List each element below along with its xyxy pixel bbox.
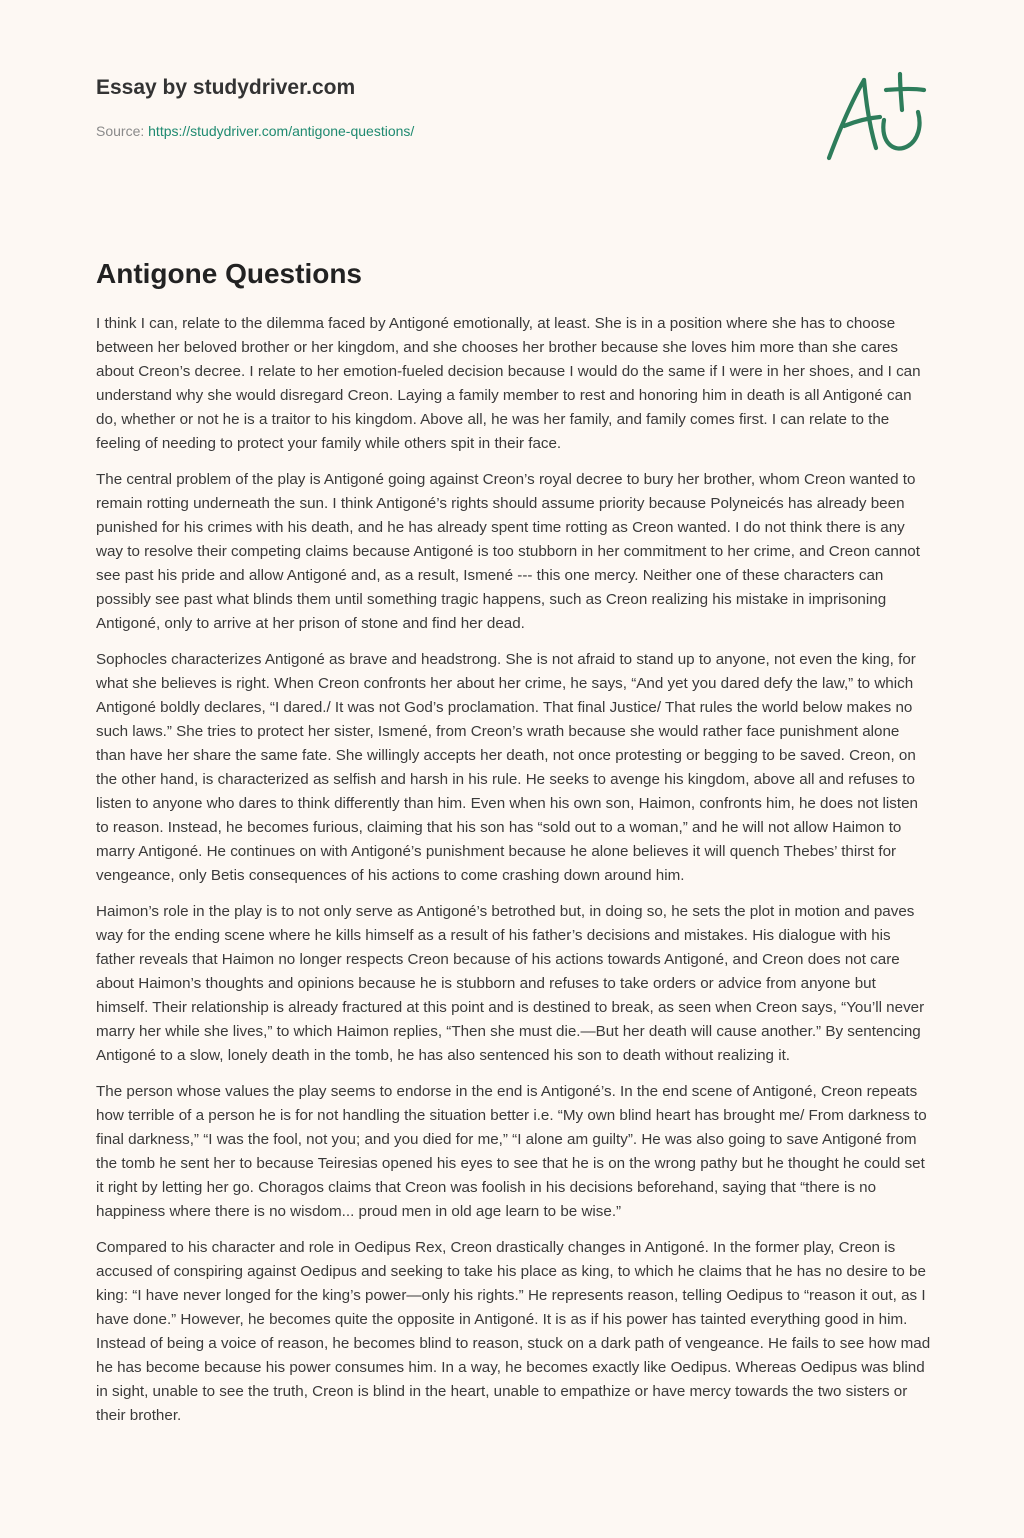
site-brand: Essay by studydriver.com — [96, 76, 356, 99]
a-plus-logo-svg — [820, 68, 930, 166]
a-plus-logo-icon — [820, 68, 930, 166]
essay-header — [96, 74, 796, 140]
source-link[interactable]: https://studydriver.com/antigone-questions/ — [148, 123, 415, 139]
source-line — [96, 122, 796, 140]
essay-paragraph: Sophocles characterizes Antigoné as brave and headstrong. She is not afraid to stand up to anyone, not even the king, for what she believes is right. When Creon confronts her about her crime, he says, “And yet you dared defy the law,” to which Antigoné boldly declares, “I dared./ It was not God’s proclamation. That final Justice/ That rules the world below makes no such laws.” She tries to protect her sister, Ismené, from Creon’s wrath because she would rather face punishment alone than have her share the same fate. She willingly accepts her death, not once protesting or begging to be saved. Creon, on the other hand, is characterized as selfish and harsh in his rule. He seeks to avenge his kingdom, above all and refuses to listen to anyone who dares to think differently than him. Even when his own son, Haimon, confronts him, he does not listen to reason. Instead, he becomes furious, claiming that his son has “sold out to a woman,” and he will not allow Haimon to marry Antigoné. He continues on with Antigoné’s punishment because he alone believes it will quench Thebes’ thirst for vengeance, only Betis consequences of his actions to come crashing down around him. — [96, 651, 918, 884]
essay-paragraph: Haimon’s role in the play is to not only serve as Antigoné’s betrothed but, in doing so, he sets the plot in motion and paves way for the ending scene where he kills himself as a result of his father’s decisions and mistakes. His dialogue with his father reveals that Haimon no longer respects Creon because of his actions towards Antigoné, and Creon does not care about Haimon’s thoughts and opinions because he is stubborn and refuses to take orders or advice from anyone but himself. Their relationship is already fractured at this point and is destined to break, as seen when Creon says, “You’ll never marry her while she lives,” to which Haimon replies, “Then she must die.—But her death will cause another.” By sentencing Antigoné to a slow, lonely death in the tomb, he has also sentenced his son to death without realizing it. — [96, 903, 925, 1064]
essay-paragraph: The central problem of the play is Antigoné going against Creon’s royal decree to bury her brother, whom Creon wanted to remain rotting underneath the sun. I think Antigoné’s rights should assume priority because Polyneicés has already been punished for his crimes with his death, and he has already spent time rotting as Creon wanted. I do not think there is any way to resolve their competing claims because Antigoné is too stubborn in her commitment to her crime, and Creon cannot see past his pride and allow Antigoné and, as a result, Ismené --- this one mercy. Neither one of these characters can possibly see past what blinds them until something tragic happens, such as Creon realizing his mistake in imprisoning Antigoné, only to arrive at her prison of stone and find her dead. — [96, 471, 920, 632]
essay-paragraph: The person whose values the play seems to endorse in the end is Antigoné’s. In the end scene of Antigoné, Creon repeats how terrible of a person he is for not handling the situation better i.e. “My own blind heart has brought me/ From darkness to final darkness,” “I was the fool, not you; and you died for me,” “I alone am guilty”. He was also going to save Antigoné from the tomb he sent her to because Teiresias opened his eyes to see that he is on the wrong pathy but he thought he could set it right by letting her go. Choragos claims that Creon was foolish in his decisions beforehand, saying that “there is no happiness where there is no wisdom... proud men in old age learn to be wise.” — [96, 1083, 927, 1220]
essay-title: Antigone Questions — [96, 258, 362, 289]
source-label: Source: — [96, 123, 145, 139]
essay-paragraph: Compared to his character and role in Oedipus Rex, Creon drastically changes in Antigoné. In the former play, Creon is accused of conspiring against Oedipus and seeking to take his place as king, to which he claims that he has no desire to be king: “I have never longed for the king’s power—only his rights.” He represents reason, telling Oedipus to “reason it out, as I have done.” However, he becomes quite the opposite in Antigoné. It is as if his power has tainted everything good in him. Instead of being a voice of reason, he becomes blind to reason, stuck on a dark path of vengeance. He fails to see how mad he has become because his power consumes him. In a way, he becomes exactly like Oedipus. Whereas Oedipus was blind in sight, unable to see the truth, Creon is blind in the heart, unable to empathize or have mercy towards the two sisters or their brother. — [96, 1239, 931, 1424]
essay-paragraph: I think I can, relate to the dilemma faced by Antigoné emotionally, at least. She is in a position where she has to choose between her beloved brother or her kingdom, and she chooses her brother because she loves him more than she cares about Creon’s decree. I relate to her emotion-fueled decision because I would do the same if I were in her shoes, and I can understand why she would disregard Creon. Laying a family member to rest and honoring him in death is all Antigoné can do, whether or not he is a traitor to his kingdom. Above all, he was her family, and family comes first. I can relate to the feeling of needing to protect your family while others spit in their face. — [96, 315, 921, 452]
essay-body — [96, 312, 932, 1440]
